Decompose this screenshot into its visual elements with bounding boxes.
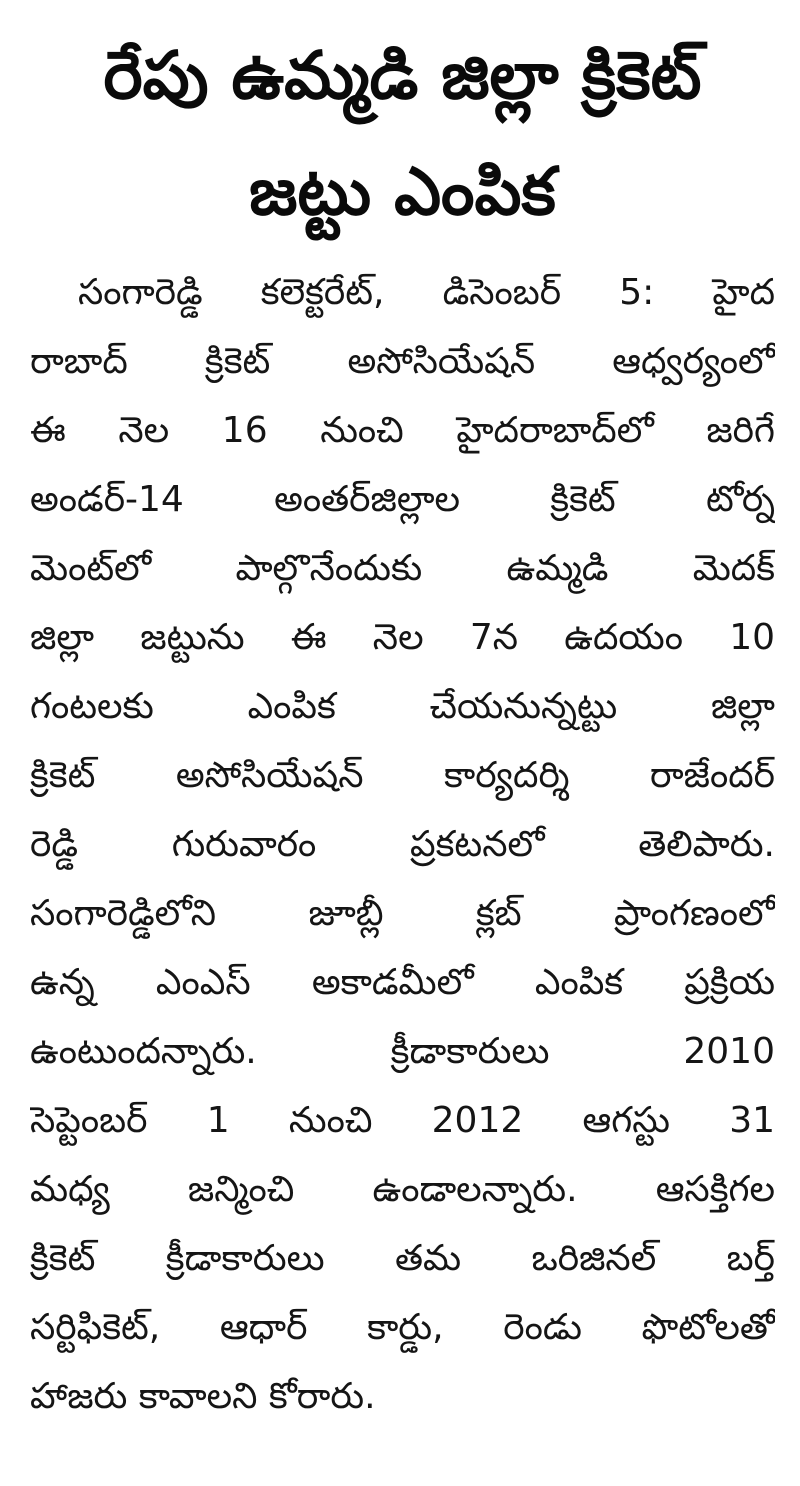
headline: [30, 18, 775, 250]
body-line-12: ఉంటుందన్నారు. క్రీడాకారులు 2010: [30, 1031, 775, 1072]
headline-line-1: రేపు ఉమ్మడి జిల్లా క్రికెట్: [103, 37, 702, 114]
body-line-14: మధ్య జన్మించి ఉండాలన్నారు. ఆసక్తిగల: [30, 1169, 775, 1210]
body-line-13: సెప్టెంబర్ 1 నుంచి 2012 ఆగస్టు 31: [30, 1100, 775, 1141]
body-line-10: సంగారెడ్డిలోని జూబ్లీ క్లబ్ ప్రాంగణంలో: [30, 893, 775, 934]
body-line-16: సర్టిఫికెట్, ఆధార్ కార్డు, రెండు ఫొటోలతో: [30, 1307, 775, 1348]
body-line-11: ఉన్న ఎంఎస్ అకాడమీలో ఎంపిక ప్రక్రియ: [30, 962, 775, 1003]
article-body: [30, 258, 775, 1431]
body-line-15: క్రికెట్ క్రీడాకారులు తమ ఒరిజినల్ బర్త్: [30, 1238, 775, 1279]
body-line-6: జిల్లా జట్టును ఈ నెల 7న ఉదయం 10: [30, 617, 775, 658]
body-line-17: హాజరు కావాలని కోరారు.: [30, 1376, 376, 1417]
news-article: [30, 18, 775, 1468]
body-line-1: సంగారెడ్డి కలెక్టరేట్, డిసెంబర్ 5: హైద: [78, 272, 775, 313]
body-line-3: ఈ నెల 16 నుంచి హైదరాబాద్‌లో జరిగే: [30, 410, 775, 451]
body-line-9: రెడ్డి గురువారం ప్రకటనలో తెలిపారు.: [30, 824, 775, 865]
body-line-4: అండర్-14 అంతర్‌జిల్లాల క్రికెట్ టోర్న: [30, 479, 775, 520]
body-line-2: రాబాద్ క్రికెట్ అసోసియేషన్ ఆధ్వర్యంలో: [30, 341, 775, 382]
body-line-7: గంటలకు ఎంపిక చేయనున్నట్టు జిల్లా: [30, 686, 775, 727]
headline-line-2: జట్టు ఎంపిక: [249, 153, 556, 230]
body-line-8: క్రికెట్ అసోసియేషన్ కార్యదర్శి రాజేందర్: [30, 755, 775, 796]
body-line-5: మెంట్‌లో పాల్గొనేందుకు ఉమ్మడి మెదక్: [30, 548, 775, 589]
